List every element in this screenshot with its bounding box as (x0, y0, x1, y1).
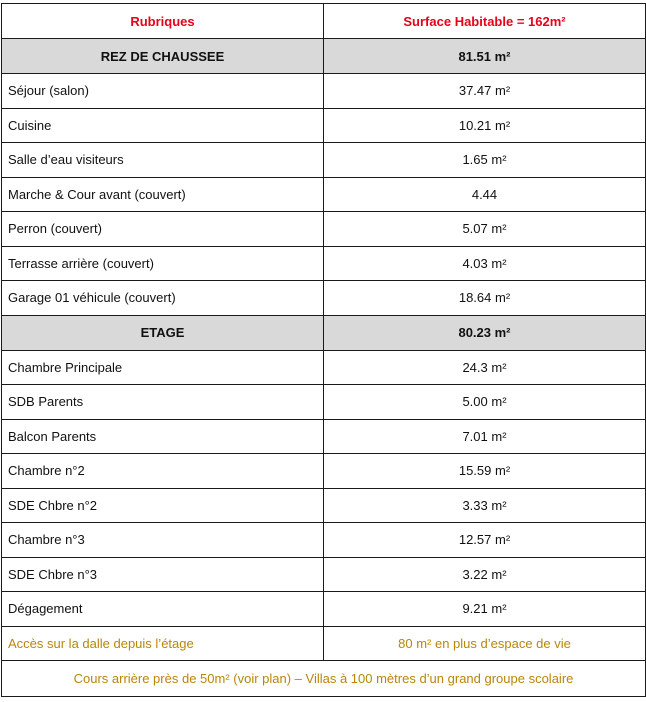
section-title: ETAGE (2, 315, 324, 350)
room-surface: 24.3 m² (324, 350, 646, 385)
room-label: Chambre n°3 (2, 523, 324, 558)
table-row (2, 74, 646, 109)
room-surface: 1.65 m² (324, 143, 646, 178)
room-surface: 3.33 m² (324, 488, 646, 523)
room-surface: 5.00 m² (324, 385, 646, 420)
room-surface: 9.21 m² (324, 592, 646, 627)
footer-row (2, 660, 646, 696)
table-row (2, 488, 646, 523)
room-surface: 37.47 m² (324, 74, 646, 109)
room-label: Perron (couvert) (2, 212, 324, 247)
table-row (2, 143, 646, 178)
table-header-row (2, 4, 646, 39)
room-label: SDE Chbre n°2 (2, 488, 324, 523)
section-total: 81.51 m² (324, 39, 646, 74)
surface-table (1, 3, 646, 697)
room-label: Séjour (salon) (2, 74, 324, 109)
header-rubriques: Rubriques (2, 4, 324, 39)
room-surface: 4.03 m² (324, 246, 646, 281)
room-surface: 7.01 m² (324, 419, 646, 454)
room-label: Salle d’eau visiteurs (2, 143, 324, 178)
table-row (2, 177, 646, 212)
room-label: Chambre n°2 (2, 454, 324, 489)
room-label: Dégagement (2, 592, 324, 627)
room-label: Chambre Principale (2, 350, 324, 385)
table-row (2, 281, 646, 316)
room-label: Cuisine (2, 108, 324, 143)
room-label: Terrasse arrière (couvert) (2, 246, 324, 281)
room-surface: 3.22 m² (324, 557, 646, 592)
table-row (2, 557, 646, 592)
room-label: Garage 01 véhicule (couvert) (2, 281, 324, 316)
table-row (2, 419, 646, 454)
section-row-rez-de-chaussee (2, 39, 646, 74)
note-label: Accès sur la dalle depuis l’étage (2, 626, 324, 660)
note-row (2, 626, 646, 660)
table-row (2, 246, 646, 281)
room-surface: 4.44 (324, 177, 646, 212)
table-row (2, 592, 646, 627)
room-surface: 5.07 m² (324, 212, 646, 247)
note-value: 80 m² en plus d’espace de vie (324, 626, 646, 660)
room-label: SDE Chbre n°3 (2, 557, 324, 592)
room-label: SDB Parents (2, 385, 324, 420)
room-surface: 10.21 m² (324, 108, 646, 143)
room-label: Marche & Cour avant (couvert) (2, 177, 324, 212)
table-row (2, 454, 646, 489)
room-surface: 15.59 m² (324, 454, 646, 489)
section-total: 80.23 m² (324, 315, 646, 350)
table-row (2, 523, 646, 558)
section-title: REZ DE CHAUSSEE (2, 39, 324, 74)
table-row (2, 385, 646, 420)
table-row (2, 108, 646, 143)
table-row (2, 212, 646, 247)
footer-note: Cours arrière près de 50m² (voir plan) – Villas à 100 mètres d’un grand groupe scolaire (2, 660, 646, 696)
room-surface: 18.64 m² (324, 281, 646, 316)
header-surface-habitable: Surface Habitable = 162m² (324, 4, 646, 39)
room-label: Balcon Parents (2, 419, 324, 454)
section-row-etage (2, 315, 646, 350)
table-row (2, 350, 646, 385)
room-surface: 12.57 m² (324, 523, 646, 558)
